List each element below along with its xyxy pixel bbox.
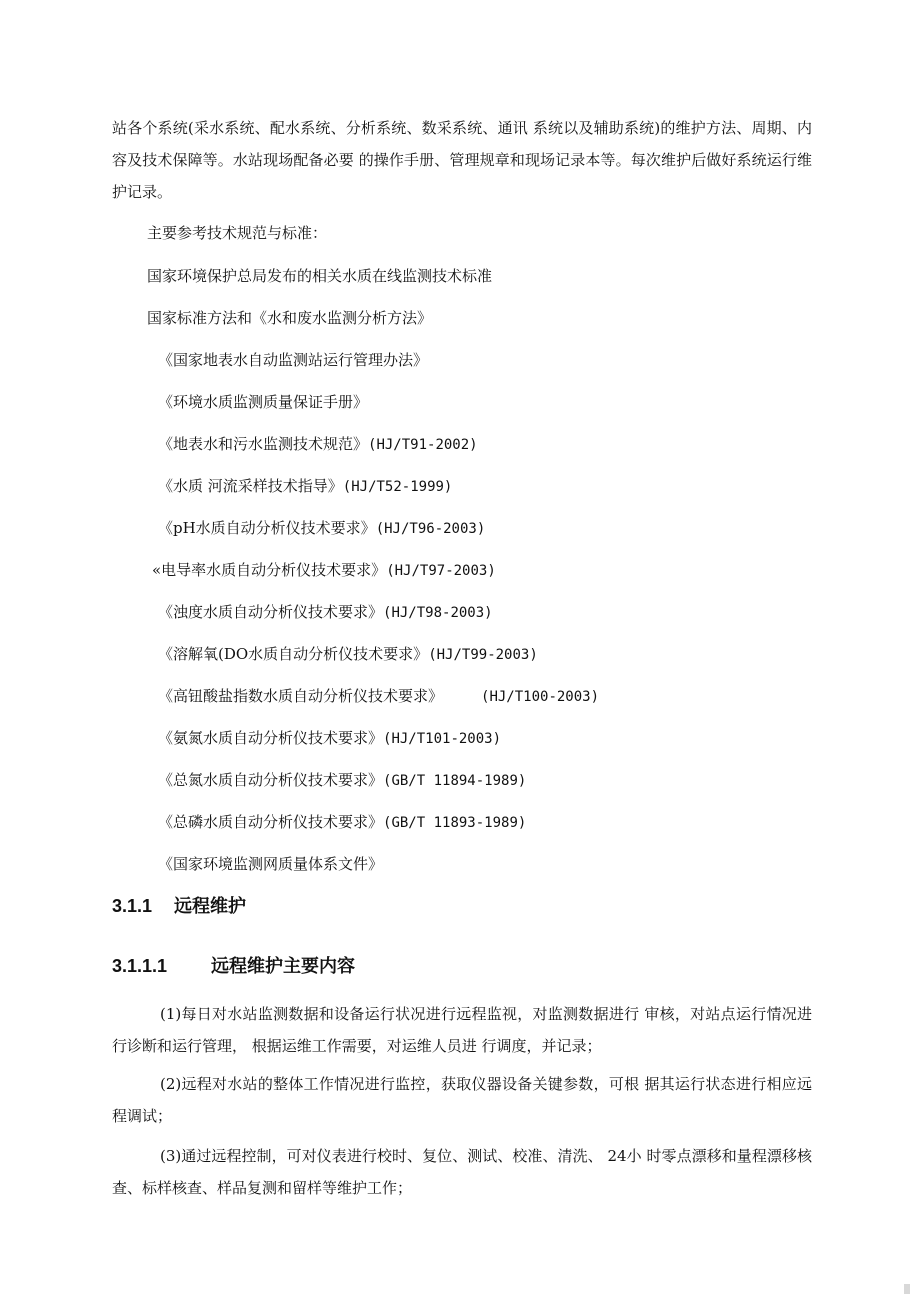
intro-paragraph: 站各个系统(采水系统、配水系统、分析系统、数采系统、通讯 系统以及辅助系统)的维护方法、周期、内容及技术保障等。水站现场配备必要 的操作手册、管理规章和现场记录本等。每次维护后做好系统运行维护记录。 — [112, 119, 812, 201]
maintenance-item: (2)远程对水站的整体工作情况进行监控，获取仪器设备关键参数，可根 据其运行状态进行相应远程调试； — [112, 1075, 812, 1125]
standard-code: (GB/T 11894-1989) — [383, 773, 527, 789]
references-heading: 主要参考技术规范与标准： — [147, 224, 328, 242]
reference-item: «电导率水质自动分析仪技术要求》(HJ/T97-2003) — [152, 561, 496, 579]
reference-item: 《总氮水质自动分析仪技术要求》(GB/T 11894-1989) — [158, 771, 527, 789]
maintenance-item: (3)通过远程控制，可对仪表进行校时、复位、测试、校准、清洗、 24小 时零点漂移和量程漂移核查、标样核查、样品复测和留样等维护工作； — [112, 1147, 812, 1197]
standard-code: (HJ/T100-2003) — [481, 689, 600, 705]
reference-item: 《氨氮水质自动分析仪技术要求》(HJ/T101-2003) — [158, 729, 502, 747]
reference-item: 《环境水质监测质量保证手册》 — [158, 393, 369, 411]
page-corner-mark — [904, 1284, 910, 1294]
section-heading: 3.1.1 远程维护 — [112, 896, 247, 916]
reference-item: 《pH水质自动分析仪技术要求》(HJ/T96-2003) — [158, 519, 486, 537]
maintenance-item: (1)每日对水站监测数据和设备运行状况进行远程监视，对监测数据进行 审核，对站点运行情况进行诊断和运行管理， 根据运维工作需要，对运维人员进 行调度，并记录； — [112, 1005, 812, 1055]
standard-code: (HJ/T99-2003) — [428, 647, 538, 663]
reference-item: 《总磷水质自动分析仪技术要求》(GB/T 11893-1989) — [158, 813, 527, 831]
reference-item: 国家标准方法和《水和废水监测分析方法》 — [147, 309, 433, 327]
reference-item: 《国家环境监测网质量体系文件》 — [158, 855, 384, 873]
standard-code: (HJ/T98-2003) — [383, 605, 493, 621]
reference-item: 国家环境保护总局发布的相关水质在线监测技术标准 — [147, 267, 493, 285]
standard-code: (HJ/T101-2003) — [383, 731, 502, 747]
reference-item: 《国家地表水自动监测站运行管理办法》 — [158, 351, 429, 369]
reference-item: 《浊度水质自动分析仪技术要求》(HJ/T98-2003) — [158, 603, 493, 621]
standard-code: (HJ/T96-2003) — [375, 521, 486, 537]
standard-code: (HJ/T91-2002) — [368, 437, 478, 453]
standard-code: (GB/T 11893-1989) — [383, 815, 527, 831]
reference-item: 《高钮酸盐指数水质自动分析仪技术要求》 (HJ/T100-2003) — [158, 687, 600, 705]
reference-item: 《地表水和污水监测技术规范》(HJ/T91-2002) — [158, 435, 478, 453]
reference-item: 《水质 河流采样技术指导》(HJ/T52-1999) — [158, 477, 453, 495]
subsection-heading: 3.1.1.1 远程维护主要内容 — [112, 956, 356, 976]
reference-item: 《溶解氧(DO水质自动分析仪技术要求》(HJ/T99-2003) — [158, 645, 538, 663]
standard-code: (HJ/T52-1999) — [342, 479, 453, 495]
standard-code: (HJ/T97-2003) — [386, 563, 496, 579]
